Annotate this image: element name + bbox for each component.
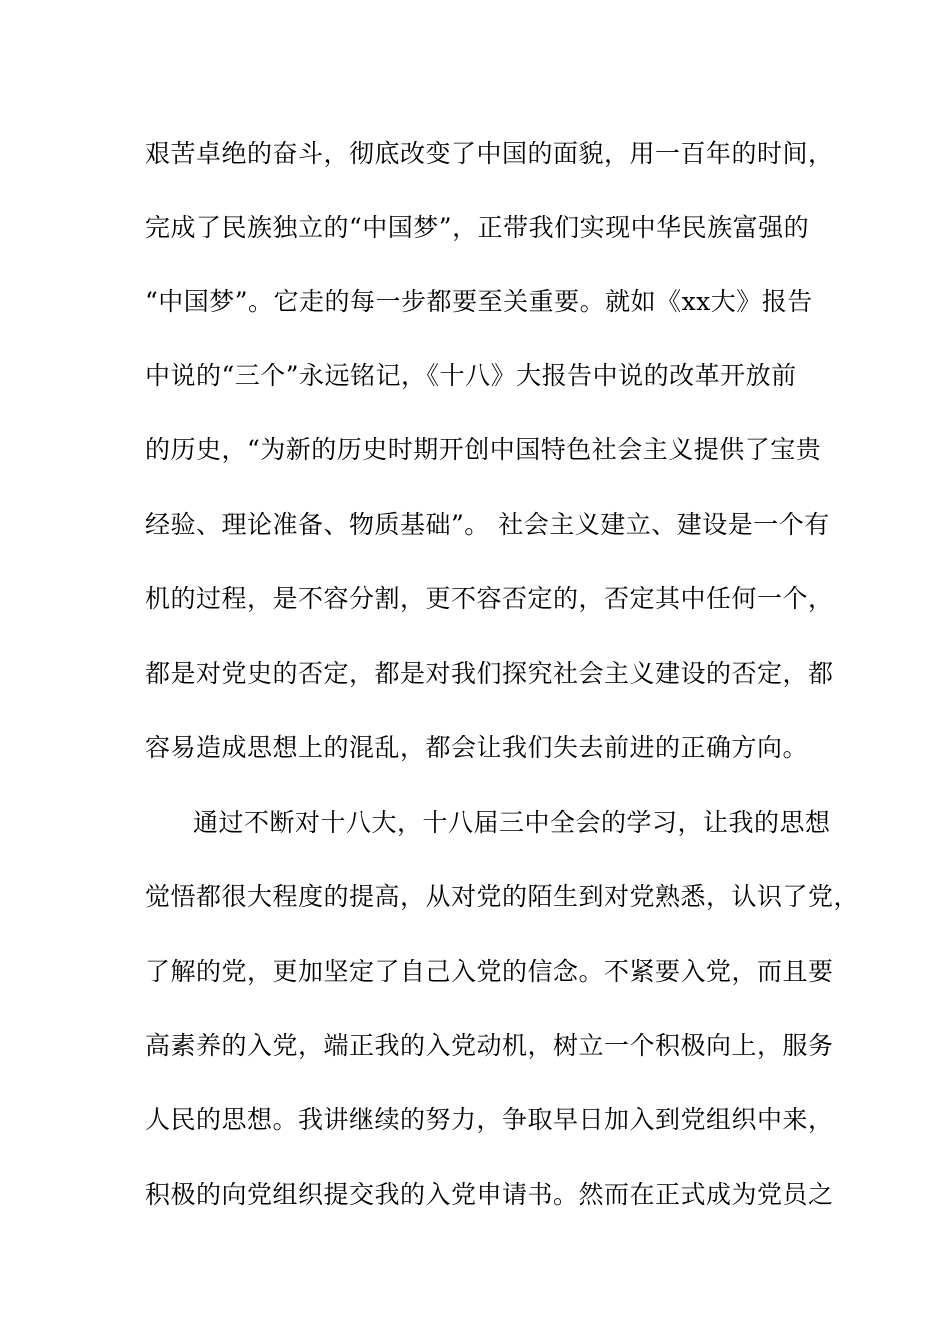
text-line: 中说的“三个”永远铭记，《十八》大报告中说的改革开放前: [145, 361, 797, 390]
text-line: 高素养的入党，端正我的入党动机，树立一个积极向上，服务: [145, 1031, 834, 1060]
text-line: 觉悟都很大程度的提高，从对党的陌生到对党熟悉，认识了党，: [145, 882, 860, 911]
text-line: 经验、理论准备、物质基础”。 社会主义建立、建设是一个有: [145, 510, 830, 539]
text-line: 人民的思想。我讲继续的努力，争取早日加入到党组织中来，: [145, 1105, 834, 1134]
text-line: 完成了民族独立的“中国梦”，正带我们实现中华民族富强的: [145, 213, 810, 242]
text-line: 了解的党，更加坚定了自己入党的信念。不紧要入党，而且要: [145, 957, 834, 986]
text-line: “中国梦”。它走的每一步都要至关重要。就如《xx大》报告: [145, 287, 813, 316]
text-line: 艰苦卓绝的奋斗，彻底改变了中国的面貌，用一百年的时间，: [145, 139, 834, 168]
paragraph-first-line: 通过不断对十八大，十八届三中全会的学习，让我的思想: [193, 808, 831, 837]
text-line: 容易造成思想上的混乱，都会让我们失去前进的正确方向。: [145, 733, 809, 762]
text-line: 机的过程，是不容分割，更不容否定的，否定其中任何一个，: [145, 584, 834, 613]
text-line: 积极的向党组织提交我的入党申请书。然而在正式成为党员之: [145, 1180, 834, 1209]
text-line: 都是对党史的否定，都是对我们探究社会主义建设的否定，都: [145, 659, 834, 688]
text-line: 的历史，“为新的历史时期开创中国特色社会主义提供了宝贵: [145, 435, 822, 464]
